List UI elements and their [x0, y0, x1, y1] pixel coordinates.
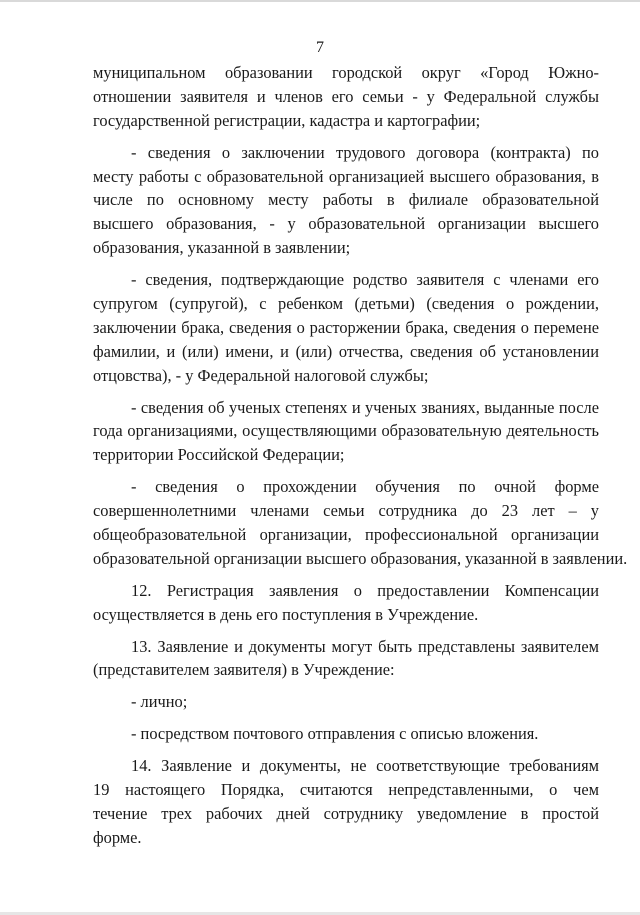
text-line: высшего образования, - у образовательной организации высшего: [93, 214, 599, 234]
paragraph-continuation: [93, 61, 599, 133]
text-line: территории Российской Федерации;: [93, 445, 345, 465]
text-line: форме.: [93, 827, 142, 847]
scan-edge-top: [0, 0, 640, 2]
text-line: - сведения об ученых степенях и ученых званиях, выданные после: [131, 397, 599, 417]
paragraph-item-12: [93, 579, 599, 627]
text-line: года организациями, осуществляющими образовательную деятельность: [93, 421, 599, 441]
document-body: [93, 61, 628, 850]
paragraph-full-time-study: [93, 475, 628, 571]
text-line: 19 настоящего Порядка, считаются непредставленными, о чем: [93, 780, 599, 800]
text-line: - сведения о прохождении обучения по очной форме: [131, 477, 599, 497]
text-line: осуществляется в день его поступления в Учреждение.: [93, 604, 479, 624]
text-line: - сведения о заключении трудового договора (контракта) по: [131, 142, 599, 162]
text-line: фамилии, и (или) имени, и (или) отчества, сведения об установлении: [93, 341, 599, 361]
text-line: отцовства), - у Федеральной налоговой службы;: [93, 365, 429, 385]
paragraph-kinship: [93, 268, 599, 387]
page-number: 7: [316, 39, 324, 56]
text-line: образования, указанной в заявлении;: [93, 238, 351, 258]
paragraph-in-person: [93, 690, 599, 714]
text-line: - сведения, подтверждающие родство заявителя с членами его: [131, 270, 599, 290]
text-line: числе по основному месту работы в филиале образовательной: [93, 190, 599, 210]
text-line: муниципальном образовании городской округ «Город Южно-: [93, 63, 599, 82]
text-line: течение трех рабочих дней сотруднику уведомление в простой: [93, 803, 599, 823]
text-line: 13. Заявление и документы могут быть представлены заявителем: [131, 636, 599, 656]
paragraph-item-13: [93, 635, 599, 683]
text-line: образовательной организации высшего образования, указанной в заявлении.: [93, 548, 628, 568]
text-line: заключении брака, сведения о расторжении брака, сведения о перемене: [93, 317, 599, 337]
text-line: общеобразовательной организации, профессиональной организации: [93, 525, 599, 545]
paragraph-by-mail: [93, 722, 599, 746]
paragraph-item-14: [93, 754, 599, 850]
text-line: - посредством почтового отправления с описью вложения.: [131, 724, 539, 744]
text-line: отношении заявителя и членов его семьи - у Федеральной службы: [93, 86, 599, 106]
text-line: (представителем заявителя) в Учреждение:: [93, 660, 395, 680]
text-line: месту работы с образовательной организацией высшего образования, в: [93, 166, 599, 186]
text-line: совершеннолетними членами семьи сотрудника до 23 лет – у: [93, 501, 599, 521]
paragraph-employment-contract: [93, 141, 599, 260]
text-line: 14. Заявление и документы, не соответствующие требованиям: [131, 756, 599, 776]
text-line: супругом (супругой), с ребенком (детьми) (сведения о рождении,: [93, 294, 599, 314]
text-line: государственной регистрации, кадастра и картографии;: [93, 110, 481, 130]
text-line: - лично;: [131, 692, 188, 712]
text-line: 12. Регистрация заявления о предоставлении Компенсации: [131, 580, 599, 600]
paragraph-academic-degrees: [93, 396, 599, 468]
